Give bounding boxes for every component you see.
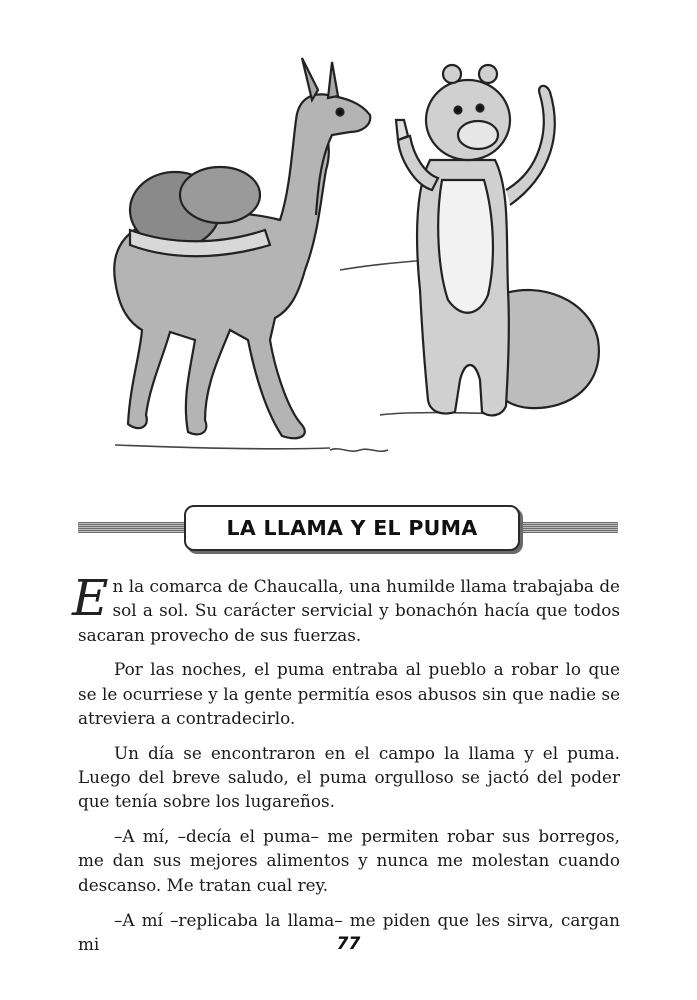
paragraph-2: Por las noches, el puma entraba al pueblo a robar lo que se le ocurriese y la gente permitía esos abusos sin que nadie se atreviera a contradecirlo. (78, 659, 620, 728)
puma-illustration (396, 65, 599, 415)
story-illustration (70, 40, 630, 480)
title-rule-left (78, 522, 190, 533)
title-rule-right (518, 522, 618, 533)
paragraph-1-text: n la comarca de Chaucalla, una humilde llama trabajaba de sol a sol. Su carácter servicial y bonachón hacía que todos sacaran provecho de sus fuerzas. (78, 576, 620, 645)
llama-illustration (114, 58, 370, 438)
story-title-banner (78, 505, 618, 551)
story-body (72, 569, 620, 967)
page-number: 77 (336, 934, 361, 954)
paragraph-3: Un día se encontraron en el campo la llama y el puma. Luego del breve saludo, el puma orgulloso se jactó del poder que tenía sobre los lugareños. (78, 742, 620, 812)
drop-cap: E (72, 569, 109, 627)
paragraph-4: –A mí, –decía el puma– me permiten robar sus borregos, me dan sus mejores alimentos y nunca me molestan cuando descanso. Me tratan cual rey. (78, 826, 620, 895)
story-title: LA LLAMA Y EL PUMA (184, 505, 520, 551)
paragraph-5: –A mí –replicaba la llama– me piden que les sirva, cargan mi (78, 909, 620, 954)
paragraph-1 (72, 569, 620, 647)
